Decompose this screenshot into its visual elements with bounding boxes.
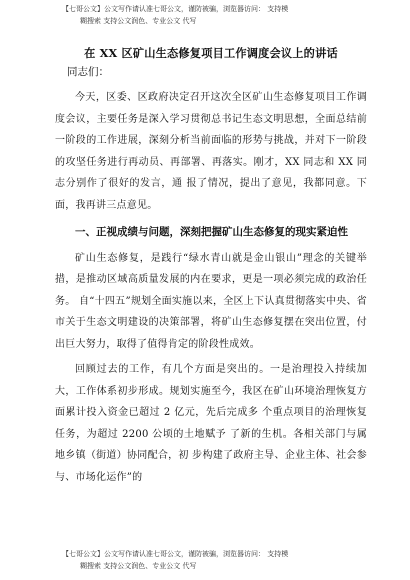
top-banner-line-2: 糊搜索 支持公文润色、专业公文 代写 <box>80 17 197 25</box>
bottom-banner-line-2: 糊搜索 支持公文润色、专业公文 代写 <box>80 562 197 570</box>
paragraph-significance: 矿山生态修复，是践行“绿水青山就是金山银山”理念的关键举措，是推动区域高质量发展的内在要求，更是一项必须完成的政治任务。 自“十四五”规划全面实施以来，全区上下认真贯彻落实中央、省市关于生态文明建设的决策部署，将矿山生态修复摆在突出位置，付出巨大努力，取得了值得肯定的阶段性成效。 <box>55 252 367 350</box>
document-title: 在 XX 区矿山生态修复项目工作调度会议上的讲话 <box>84 46 338 60</box>
bottom-banner-line-1: 【七哥公文】公文写作请认准七哥公文，谨防被骗，浏览器访问： 支持模 <box>62 550 289 558</box>
top-watermark-banner <box>62 3 390 27</box>
section-heading-1: 一、正视成绩与问题，深刻把握矿山生态修复的现实紧迫性 <box>75 226 348 238</box>
bottom-watermark-banner <box>62 548 390 572</box>
paragraph-intro: 今天，区委、区政府决定召开这次全区矿山生态修复项目工作调度会议，主要任务是深入学习贯彻总书记生态文明思想，全面总结前一阶段的工作进展，深刻分析当前面临的形势与挑战，并对下一阶段的攻坚任务进行再动员、再部署、再落实。刚才，XX 同志和 XX 同志分别作了很好的发言，通 报了情况，提出了意见，我都同意。下面，我再讲三点意见。 <box>55 92 367 211</box>
top-banner-line-1: 【七哥公文】公文写作请认准七哥公文，谨防被骗，浏览器访问： 支持模 <box>62 5 289 13</box>
paragraph-review: 回顾过去的工作，有几个方面是突出的。一是治理投入持续加大，工作体系初步形成。规划实施至今，我区在矿山环境治理恢复方面累计投入资金已超过 2 亿元，先后完成多 个重点项目的治理恢复任务，为超过 2200 公顷的土地赋予 了新的生机。各相关部门与属地乡镇（街道）协同配合，初 步构建了政府主导、企业主体、社会参与、市场化运作”的 <box>55 364 367 483</box>
salutation: 同志们： <box>67 66 109 78</box>
document-page <box>55 46 367 488</box>
